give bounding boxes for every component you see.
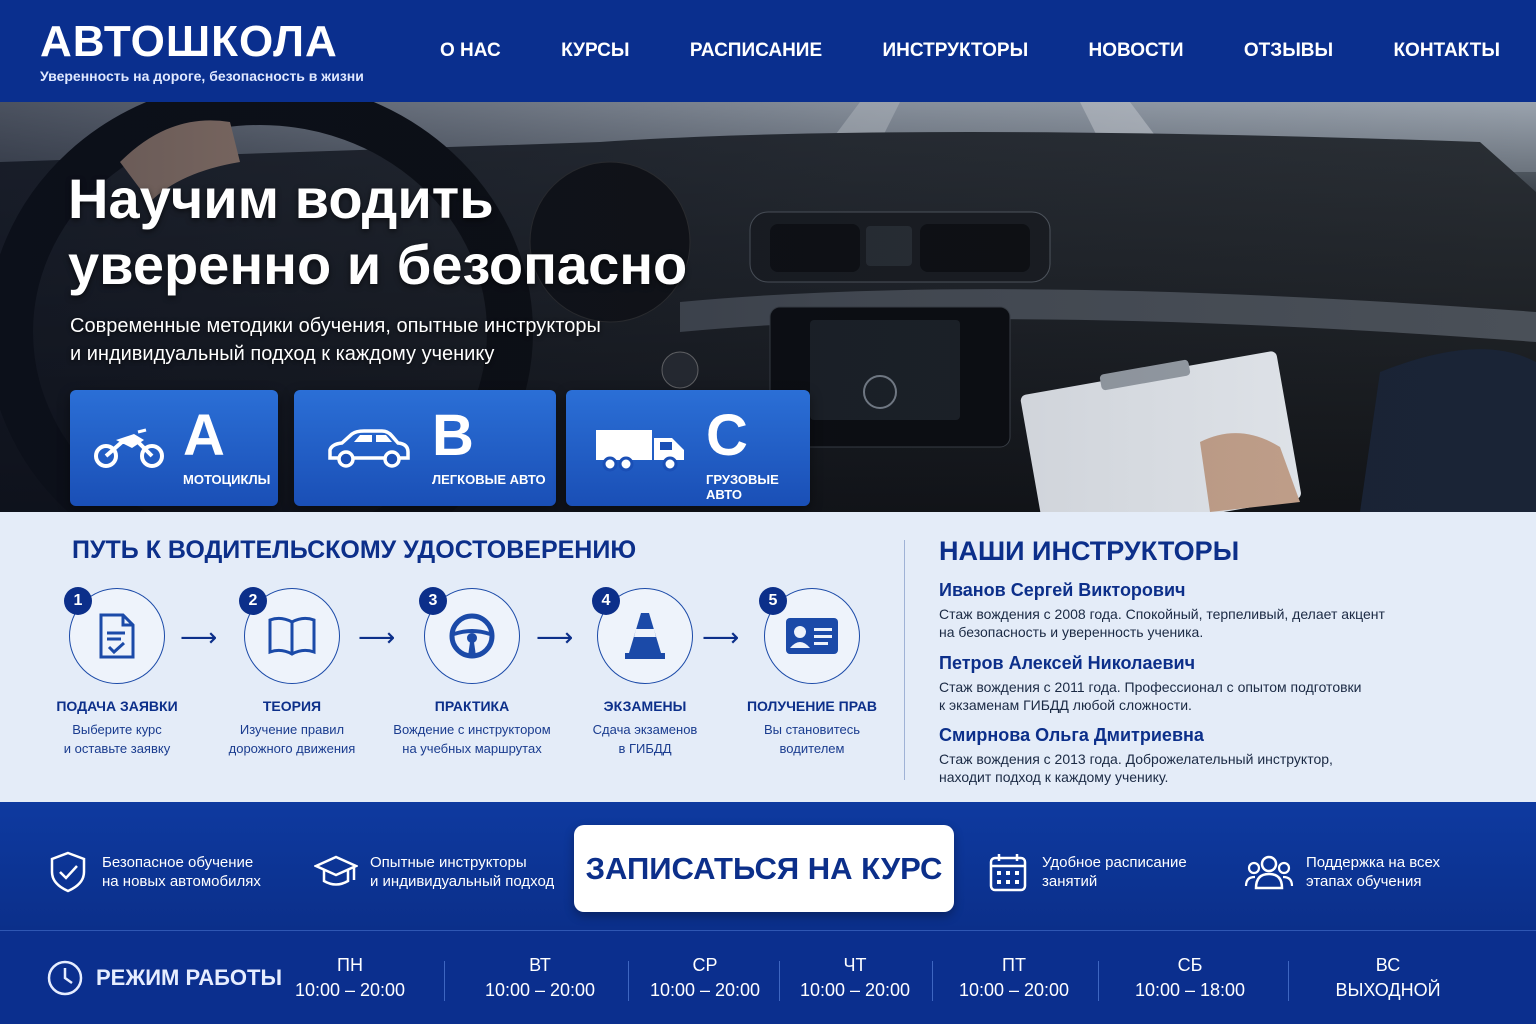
- cta-band: [0, 802, 1536, 930]
- id-card-icon: [784, 616, 840, 656]
- day-separator: [779, 961, 780, 1001]
- feature-line: Опытные инструкторы: [370, 854, 527, 871]
- feature-text: [370, 853, 554, 891]
- step-desc: [202, 720, 382, 758]
- instructor-desc: [939, 750, 1419, 786]
- arrow-right-icon: ⟶: [180, 622, 218, 652]
- hero-title-line2: уверенно и безопасно: [68, 233, 688, 296]
- main-nav: [440, 0, 1500, 102]
- clock-icon: [46, 959, 84, 997]
- step-circle: [424, 588, 520, 684]
- instructors-title: НАШИ ИНСТРУКТОРЫ: [939, 536, 1240, 566]
- day-name: ВТ: [529, 955, 551, 975]
- motorcycle-icon: [94, 426, 164, 470]
- day-name: ПТ: [1002, 955, 1026, 975]
- instructor-desc-line: находит подход к каждому ученику.: [939, 769, 1169, 785]
- nav-item-contacts[interactable]: КОНТАКТЫ: [1393, 40, 1500, 61]
- day-monday: [280, 955, 420, 1001]
- step-title: ПОЛУЧЕНИЕ ПРАВ: [746, 698, 878, 714]
- day-friday: [944, 955, 1084, 1001]
- step-title: ТЕОРИЯ: [262, 698, 322, 714]
- car-icon: [326, 428, 412, 470]
- step-application: [27, 588, 207, 758]
- day-name: СР: [692, 955, 718, 975]
- site-header: [0, 0, 1536, 102]
- instructor-name: Смирнова Ольга Дмитриевна: [939, 725, 1204, 745]
- instructor-desc-line: Стаж вождения с 2011 года. Профессионал с опытом подготовки: [939, 679, 1362, 695]
- instructor-card[interactable]: [939, 653, 1419, 714]
- day-time: 10:00 – 20:00: [799, 980, 911, 1000]
- step-desc-line: Изучение правил: [239, 722, 345, 737]
- nav-item-about[interactable]: О НАС: [440, 40, 501, 61]
- steps-title: ПУТЬ К ВОДИТЕЛЬСКОМУ УДОСТОВЕРЕНИЮ: [72, 536, 637, 564]
- day-thursday: [785, 955, 925, 1001]
- day-saturday: [1120, 955, 1260, 1001]
- instructor-desc: [939, 605, 1419, 641]
- feature-safe: [46, 850, 261, 894]
- step-number: 3: [419, 587, 447, 615]
- nav-item-news[interactable]: НОВОСТИ: [1088, 40, 1184, 61]
- feature-support: [1244, 850, 1440, 894]
- step-desc-line: и оставьте заявку: [63, 741, 171, 756]
- instructor-card[interactable]: [939, 725, 1419, 786]
- category-card-a[interactable]: [70, 390, 278, 506]
- day-time: 10:00 – 18:00: [1134, 980, 1246, 1000]
- instructor-name: Иванов Сергей Викторович: [939, 580, 1186, 600]
- category-card-b[interactable]: [294, 390, 556, 506]
- step-title: ПРАКТИКА: [434, 698, 510, 714]
- enroll-button[interactable]: ЗАПИСАТЬСЯ НА КУРС: [574, 825, 954, 912]
- step-desc-line: Вы становитесь: [763, 722, 861, 737]
- step-desc-line: водителем: [779, 741, 845, 756]
- feature-line: Удобное расписание: [1042, 854, 1187, 871]
- hero-subtitle-line2: и индивидуальный подход к каждому ученику: [70, 343, 495, 365]
- info-section: [0, 512, 1536, 802]
- feature-text: [102, 853, 261, 891]
- category-letter: B: [432, 403, 474, 468]
- feature-line: и индивидуальный подход: [370, 873, 555, 890]
- arrow-right-icon: ⟶: [702, 622, 740, 652]
- logo-subtitle: Уверенность на дороге, безопасность в жизни: [40, 68, 364, 84]
- category-label: ГРУЗОВЫЕ АВТО: [706, 472, 779, 502]
- step-circle: [597, 588, 693, 684]
- nav-item-instructors[interactable]: ИНСТРУКТОРЫ: [882, 40, 1029, 61]
- step-practice: [382, 588, 562, 758]
- step-desc: [555, 720, 735, 758]
- instructor-card[interactable]: [939, 580, 1419, 641]
- instructor-desc-line: на безопасность и уверенность ученика.: [939, 624, 1204, 640]
- step-circle: [69, 588, 165, 684]
- step-desc-line: на учебных маршрутах: [402, 741, 542, 756]
- arrow-right-icon: ⟶: [358, 622, 396, 652]
- step-desc: [722, 720, 902, 758]
- category-letter: C: [706, 403, 748, 468]
- day-separator: [1098, 961, 1099, 1001]
- feature-line: занятий: [1042, 873, 1098, 890]
- instructor-desc-line: Стаж вождения с 2013 года. Доброжелательный инструктор,: [939, 751, 1333, 767]
- step-license: [722, 588, 902, 758]
- feature-schedule: [986, 850, 1187, 894]
- category-card-c[interactable]: [566, 390, 810, 506]
- hero-title-line1: Научим водить: [68, 167, 494, 230]
- instructor-desc-line: Стаж вождения с 2008 года. Спокойный, терпеливый, делает акцент: [939, 606, 1385, 622]
- instructor-name: Петров Алексей Николаевич: [939, 653, 1196, 673]
- graduation-cap-icon: [314, 850, 358, 894]
- step-desc-line: Выберите курс: [72, 722, 162, 737]
- steering-wheel-icon: [448, 612, 496, 660]
- instructor-desc: [939, 678, 1419, 714]
- step-exams: [555, 588, 735, 758]
- step-desc-line: в ГИБДД: [618, 741, 672, 756]
- section-divider: [904, 540, 905, 780]
- hours-label: [46, 959, 282, 997]
- day-time: ВЫХОДНОЙ: [1335, 980, 1441, 1000]
- traffic-cone-icon: [623, 611, 667, 661]
- working-hours: [0, 930, 1536, 1024]
- day-sunday: [1318, 955, 1458, 1001]
- truck-icon: [594, 426, 686, 472]
- feature-text: [1042, 853, 1187, 891]
- category-label: ЛЕГКОВЫЕ АВТО: [432, 472, 546, 487]
- step-desc: [382, 720, 562, 758]
- day-time: 10:00 – 20:00: [649, 980, 761, 1000]
- feature-instructors: [314, 850, 554, 894]
- nav-item-schedule[interactable]: РАСПИСАНИЕ: [689, 40, 823, 61]
- nav-item-reviews[interactable]: ОТЗЫВЫ: [1243, 40, 1334, 61]
- step-desc-line: дорожного движения: [228, 741, 356, 756]
- logo[interactable]: [40, 18, 364, 84]
- calendar-icon: [986, 850, 1030, 894]
- day-time: 10:00 – 20:00: [484, 980, 596, 1000]
- arrow-right-icon: ⟶: [536, 622, 574, 652]
- document-icon: [97, 613, 137, 659]
- nav-item-courses[interactable]: КУРСЫ: [561, 40, 630, 61]
- day-name: ПН: [337, 955, 363, 975]
- step-theory: [202, 588, 382, 758]
- feature-text: [1306, 853, 1440, 891]
- book-icon: [267, 616, 317, 656]
- feature-line: Поддержка на всех: [1306, 854, 1441, 871]
- day-name: ЧТ: [843, 955, 867, 975]
- day-separator: [1288, 961, 1289, 1001]
- day-name: СБ: [1177, 955, 1203, 975]
- step-desc-line: Вождение с инструктором: [393, 722, 551, 737]
- step-number: 2: [239, 587, 267, 615]
- step-desc-line: Сдача экзаменов: [592, 722, 698, 737]
- day-tuesday: [470, 955, 610, 1001]
- day-separator: [628, 961, 629, 1001]
- hero-section: [0, 102, 1536, 512]
- step-circle: [764, 588, 860, 684]
- step-number: 4: [592, 587, 620, 615]
- feature-line: на новых автомобилях: [102, 873, 261, 890]
- step-number: 5: [759, 587, 787, 615]
- day-name: ВС: [1375, 955, 1401, 975]
- day-time: 10:00 – 20:00: [294, 980, 406, 1000]
- instructor-desc-line: к экзаменам ГИБДД любой сложности.: [939, 697, 1192, 713]
- hero-subtitle: [70, 312, 710, 368]
- category-label: МОТОЦИКЛЫ: [183, 472, 271, 487]
- day-separator: [932, 961, 933, 1001]
- users-icon: [1244, 850, 1294, 894]
- hours-label-text: РЕЖИМ РАБОТЫ: [96, 965, 283, 990]
- shield-check-icon: [46, 850, 90, 894]
- day-wednesday: [635, 955, 775, 1001]
- hero-title: [68, 166, 687, 298]
- feature-line: Безопасное обучение: [102, 854, 254, 871]
- step-desc: [27, 720, 207, 758]
- step-title: ПОДАЧА ЗАЯВКИ: [56, 698, 178, 714]
- step-title: ЭКЗАМЕНЫ: [603, 698, 687, 714]
- step-number: 1: [64, 587, 92, 615]
- day-time: 10:00 – 20:00: [958, 980, 1070, 1000]
- logo-title: АВТОШКОЛА: [40, 17, 338, 66]
- category-letter: A: [183, 403, 225, 468]
- feature-line: этапах обучения: [1306, 873, 1422, 890]
- step-circle: [244, 588, 340, 684]
- day-separator: [444, 961, 445, 1001]
- hero-subtitle-line1: Современные методики обучения, опытные инструкторы: [70, 315, 601, 337]
